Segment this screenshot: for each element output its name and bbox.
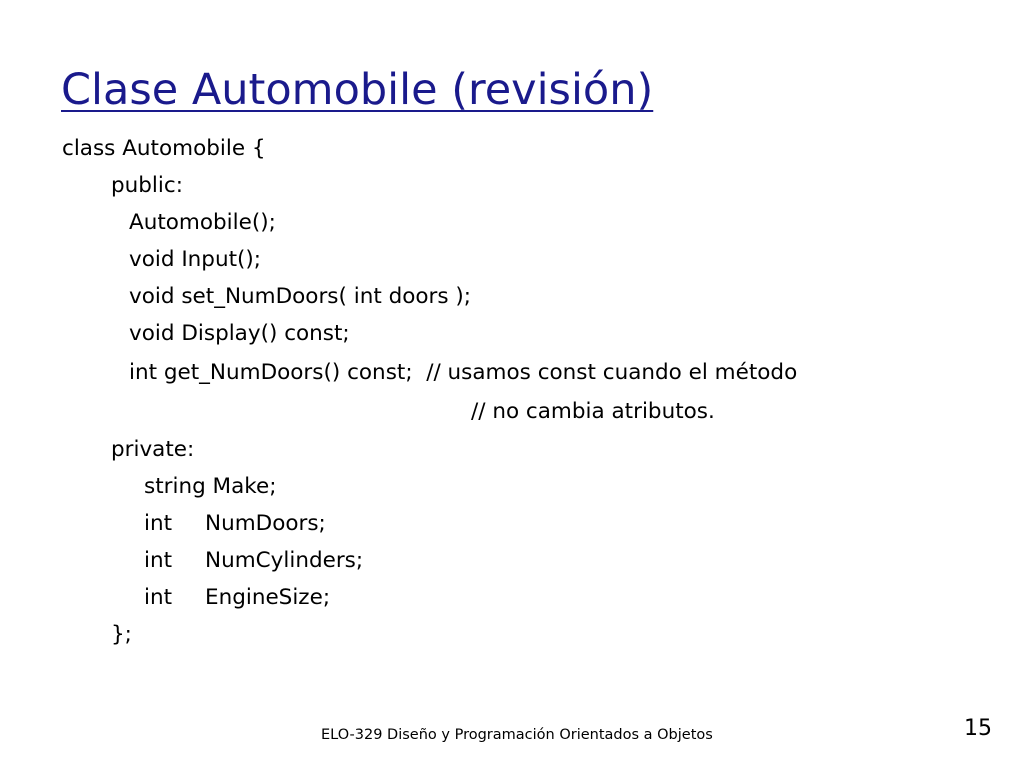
code-line: }; bbox=[111, 622, 132, 647]
code-line: Automobile(); bbox=[129, 210, 276, 235]
code-type: int bbox=[144, 548, 173, 573]
code-line bbox=[0, 506, 1024, 542]
code-line: private: bbox=[111, 437, 195, 462]
code-line: void Input(); bbox=[129, 247, 262, 272]
code-member: NumCylinders; bbox=[205, 548, 364, 573]
code-member: NumDoors; bbox=[205, 511, 326, 536]
code-line: string Make; bbox=[144, 474, 277, 499]
code-comment-line: // no cambia atributos. bbox=[471, 399, 715, 424]
code-line bbox=[0, 543, 1024, 579]
code-line: int get_NumDoors() const; // usamos const cuando el método bbox=[129, 360, 798, 385]
code-line: void Display() const; bbox=[129, 321, 350, 346]
footer-text: ELO-329 Diseño y Programación Orientados a Objetos bbox=[321, 727, 713, 743]
code-line: public: bbox=[111, 173, 183, 198]
code-type: int bbox=[144, 585, 173, 610]
page-number: 15 bbox=[964, 716, 992, 741]
slide-title: Clase Automobile (revisión) bbox=[61, 65, 654, 115]
code-member: EngineSize; bbox=[205, 585, 331, 610]
code-line bbox=[0, 580, 1024, 616]
code-type: int bbox=[144, 511, 173, 536]
code-line: void set_NumDoors( int doors ); bbox=[129, 284, 472, 309]
code-line: class Automobile { bbox=[62, 136, 266, 161]
